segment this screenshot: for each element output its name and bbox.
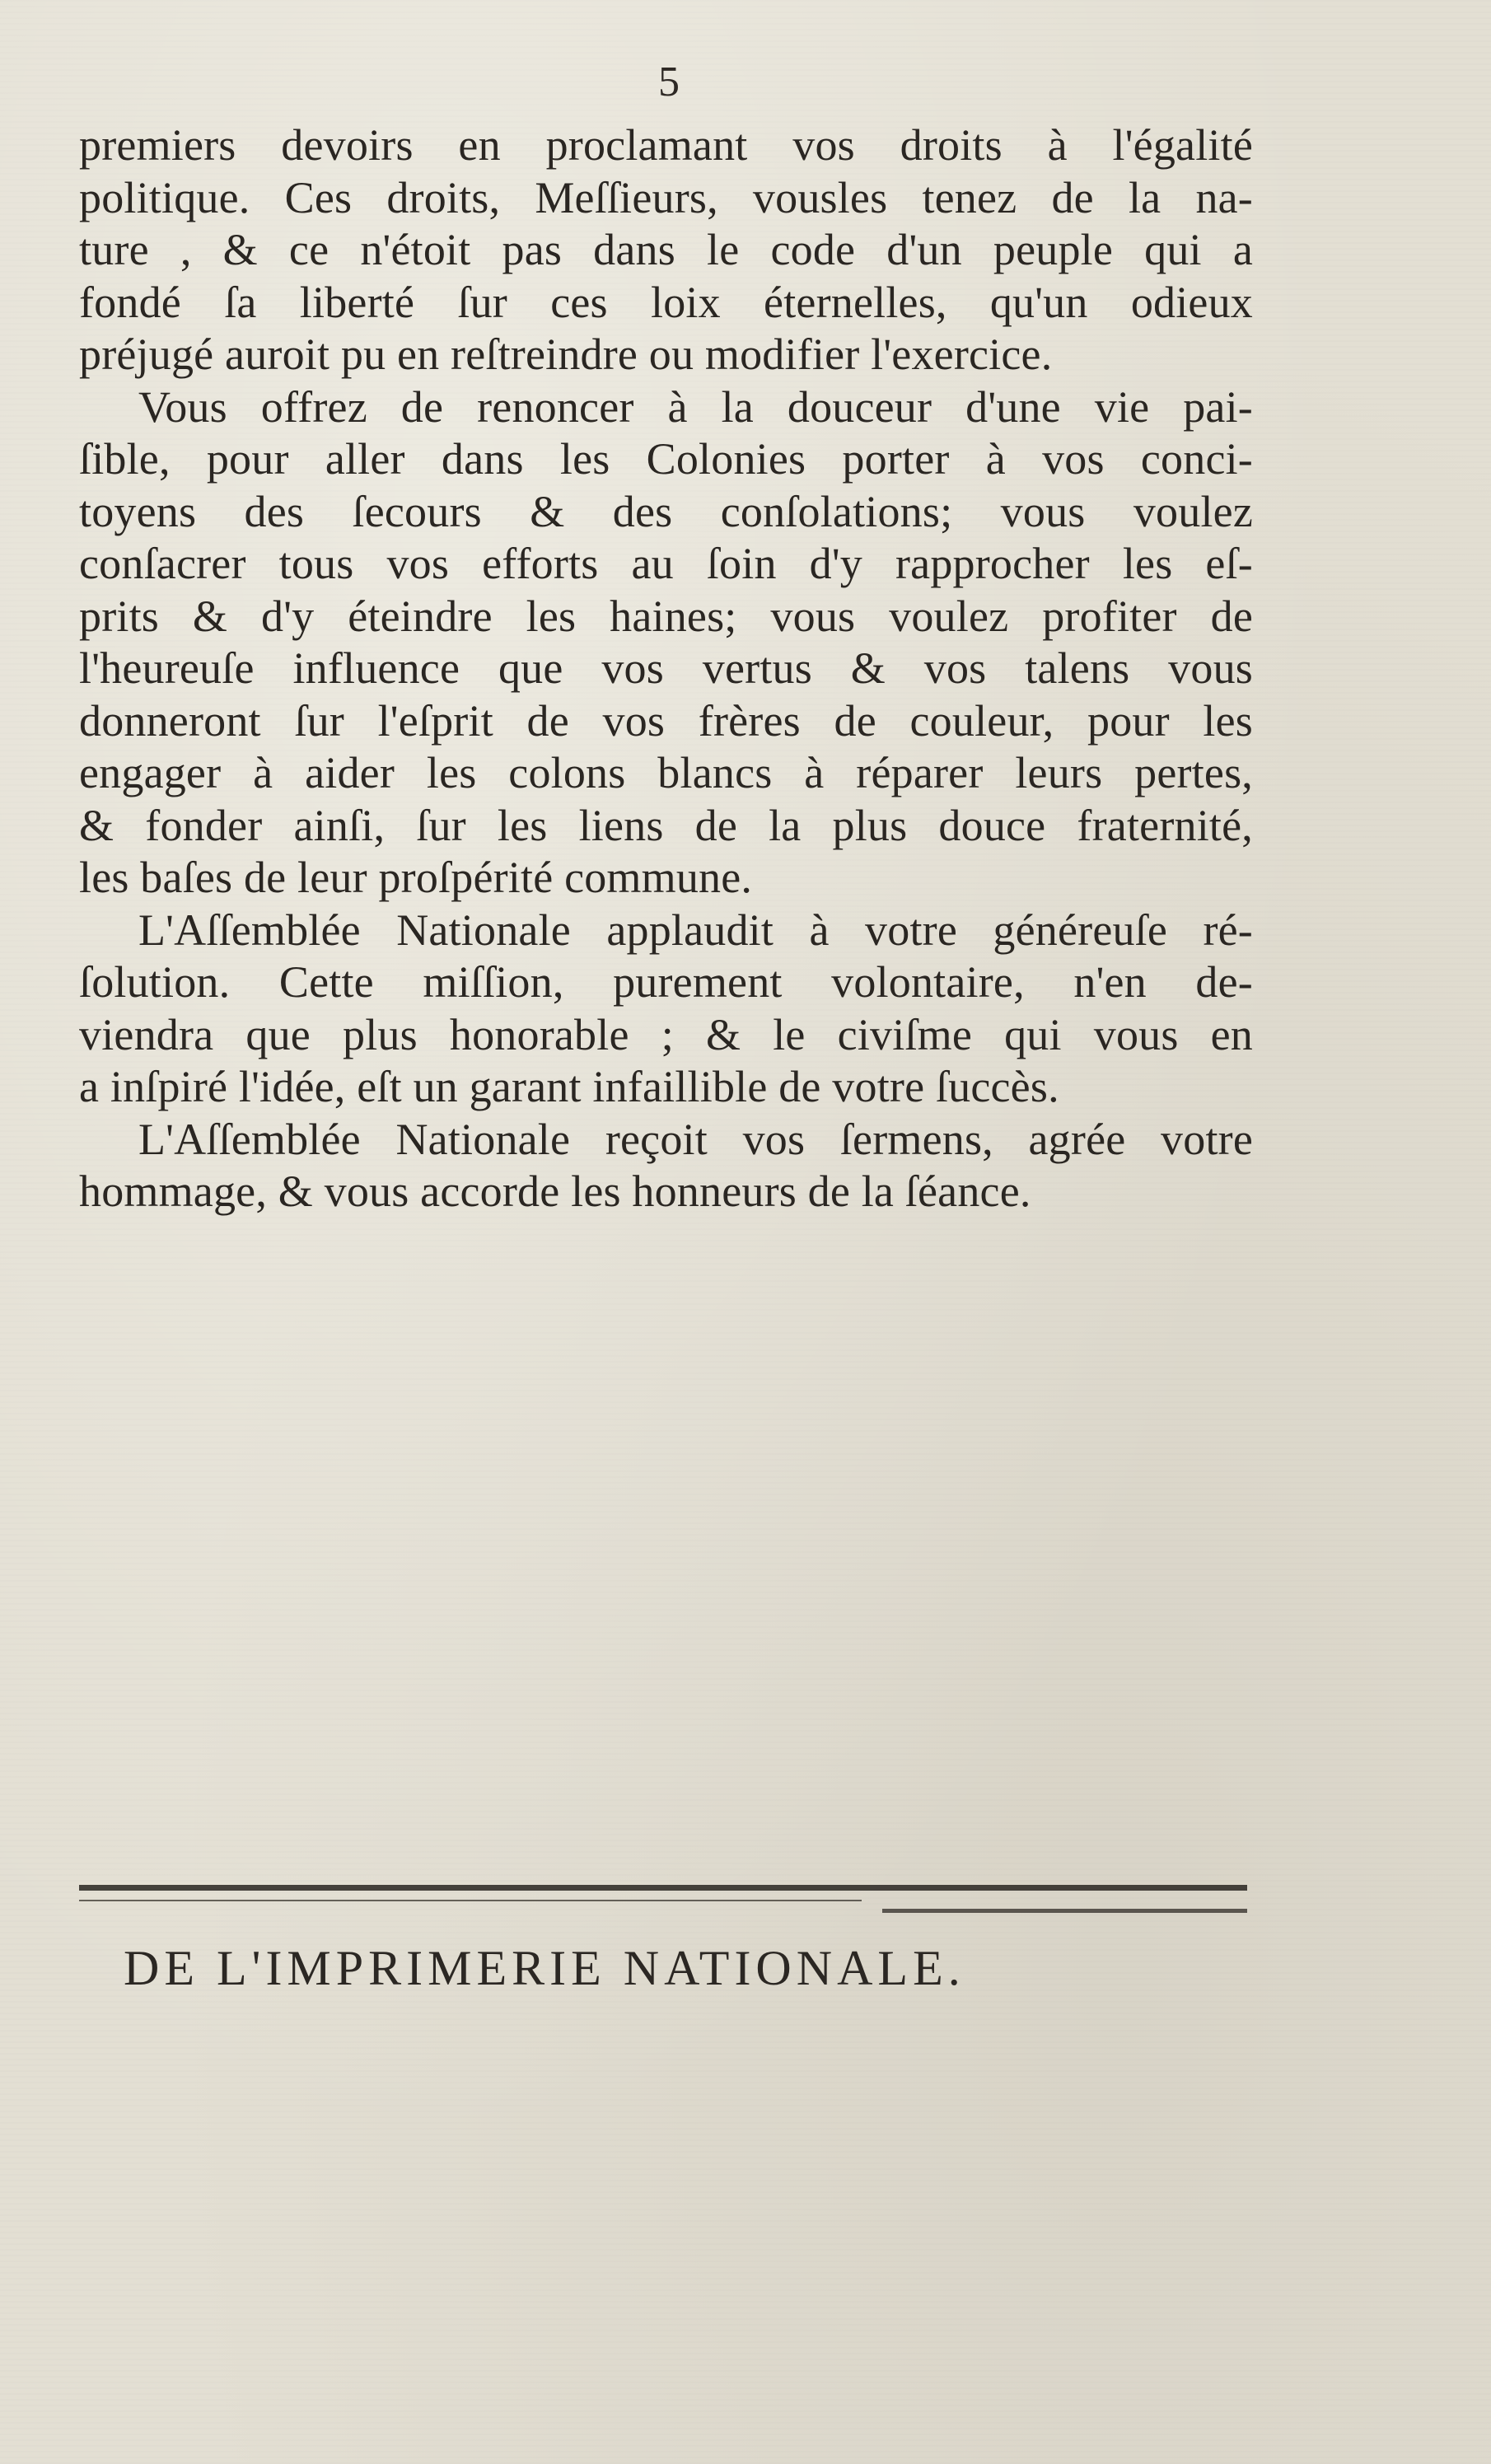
rule-thick — [79, 1885, 1247, 1891]
page-number: 5 — [658, 58, 680, 105]
printer-imprint: DE L'IMPRIMERIE NATIONALE. — [124, 1941, 965, 1995]
text-line: ture , & ce n'étoit pas dans le code d'un peuple qui a — [79, 225, 1253, 274]
text-line: hommage, & vous accorde les honneurs de la ſéance. — [79, 1167, 1031, 1216]
text-line: donneront ſur l'eſprit de vos frères de couleur, pour les — [79, 695, 1253, 746]
text-line: L'Aſſemblée Nationale applaudit à votre généreuſe ré- — [138, 905, 1253, 955]
text-line: & fonder ainſi, ſur les liens de la plus douce fraternité, — [79, 800, 1253, 850]
text-line: ſible, pour aller dans les Colonies porter à vos conci- — [79, 434, 1253, 484]
text-line: les baſes de leur proſpérité commune. — [79, 853, 753, 902]
text-line: l'heureuſe influence que vos vertus & vos talens vous — [79, 643, 1253, 693]
text-line: a inſpiré l'idée, eſt un garant infaillible de votre ſuccès. — [79, 1062, 1059, 1111]
text-line: ſolution. Cette miſſion, purement volontaire, n'en de- — [79, 957, 1253, 1007]
printer-rule — [79, 1885, 1247, 1918]
text-line: viendra que plus honorable ; & le civiſme qui vous en — [79, 1009, 1253, 1059]
text-line: toyens des ſecours & des conſolations; vous voulez — [79, 486, 1253, 536]
text-line: L'Aſſemblée Nationale reçoit vos ſermens, agrée votre — [138, 1114, 1253, 1164]
body-text — [79, 119, 1253, 1218]
text-line: premiers devoirs en proclamant vos droits à l'égalité — [79, 120, 1253, 170]
text-line: conſacrer tous vos efforts au ſoin d'y rapprocher les eſ- — [79, 539, 1253, 588]
text-line: prits & d'y éteindre les haines; vous voulez profiter de — [79, 591, 1253, 641]
rule-thin-left — [79, 1900, 862, 1901]
rule-thin-right — [882, 1909, 1247, 1913]
text-line: engager à aider les colons blancs à réparer leurs pertes, — [79, 748, 1253, 797]
text-line: préjugé auroit pu en reſtreindre ou modifier l'exercice. — [79, 330, 1053, 379]
text-line: fondé ſa liberté ſur ces loix éternelles, qu'un odieux — [79, 277, 1253, 327]
text-line: Vous offrez de renoncer à la douceur d'une vie pai- — [138, 381, 1253, 432]
text-line: politique. Ces droits, Meſſieurs, vousles tenez de la na- — [79, 172, 1253, 222]
